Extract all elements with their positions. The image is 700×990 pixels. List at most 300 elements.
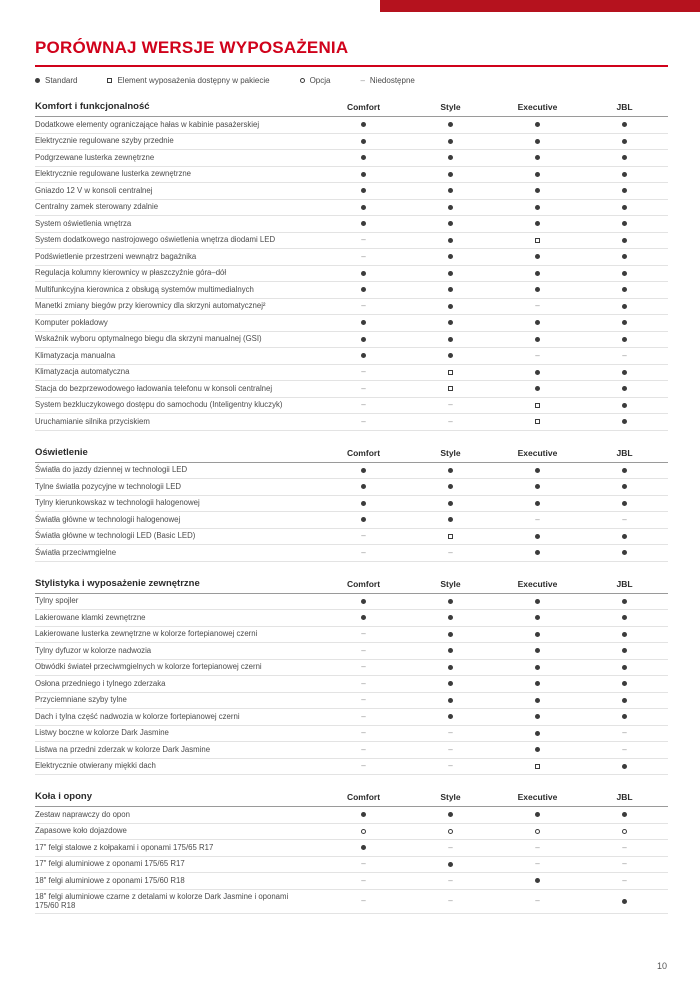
- feature-label: Obwódki świateł przeciwmgielnych w kolorze fortepianowej czerni: [35, 662, 262, 672]
- unavailable-dash-icon: –: [535, 350, 540, 360]
- column-header: Comfort: [346, 102, 381, 112]
- availability-cell: [494, 271, 581, 276]
- standard-dot-icon: [622, 648, 627, 653]
- legend-item-package: [107, 76, 269, 85]
- standard-dot-icon: [535, 287, 540, 292]
- availability-cell: [320, 155, 407, 160]
- availability-cell: [581, 877, 668, 885]
- availability-cell: [320, 746, 407, 754]
- standard-dot-icon: [622, 899, 627, 904]
- standard-dot-icon: [361, 845, 366, 850]
- availability-cell: [581, 844, 668, 852]
- feature-label: Gniazdo 12 V w konsoli centralnej: [35, 185, 153, 195]
- availability-cell: [407, 122, 494, 127]
- feature-label: Klimatyzacja manualna: [35, 350, 116, 360]
- availability-cell: [494, 155, 581, 160]
- table-row: [35, 496, 668, 513]
- availability-cell: [494, 352, 581, 360]
- standard-dot-icon: [448, 172, 453, 177]
- availability-cell: [320, 549, 407, 557]
- availability-cell: [407, 844, 494, 852]
- availability-cell: [581, 188, 668, 193]
- standard-dot-icon: [361, 172, 366, 177]
- availability-cell: [581, 698, 668, 703]
- unavailable-dash-icon: –: [448, 400, 453, 410]
- availability-cell: [581, 386, 668, 391]
- standard-dot-icon: [535, 534, 540, 539]
- unavailable-dash-icon: –: [622, 514, 627, 524]
- standard-dot-icon: [622, 188, 627, 193]
- unavailable-dash-icon: –: [361, 728, 366, 738]
- unavailable-dash-icon: –: [448, 875, 453, 885]
- unavailable-dash-icon: –: [361, 235, 366, 245]
- availability-cell: [494, 386, 581, 391]
- feature-label: Światła do jazdy dziennej w technologii LED: [35, 465, 188, 475]
- feature-label: Zapasowe koło dojazdowe: [35, 826, 127, 836]
- package-square-icon: [535, 764, 540, 769]
- availability-cell: [581, 501, 668, 506]
- standard-dot-icon: [622, 271, 627, 276]
- unavailable-dash-icon: –: [361, 629, 366, 639]
- unavailable-dash-icon: –: [622, 875, 627, 885]
- availability-cell: [494, 501, 581, 506]
- standard-dot-icon: [535, 468, 540, 473]
- legend-item-standard: [35, 76, 77, 85]
- standard-dot-icon: [361, 139, 366, 144]
- availability-cell: [581, 860, 668, 868]
- standard-dot-icon: [535, 155, 540, 160]
- unavailable-dash-icon: –: [361, 367, 366, 377]
- standard-dot-icon: [448, 517, 453, 522]
- feature-label: Elektrycznie regulowane szyby przednie: [35, 136, 174, 146]
- availability-cell: [407, 304, 494, 309]
- standard-dot-icon: [535, 501, 540, 506]
- feature-label: Tylny dyfuzor w kolorze nadwozia: [35, 645, 152, 655]
- standard-dot-icon: [361, 599, 366, 604]
- unavailable-dash-icon: –: [535, 301, 540, 311]
- package-square-icon: [448, 370, 453, 375]
- standard-dot-icon: [535, 188, 540, 193]
- option-circle-icon: [448, 829, 453, 834]
- table-row: [35, 529, 668, 546]
- standard-dot-icon: [535, 812, 540, 817]
- standard-dot-icon: [622, 386, 627, 391]
- feature-label: Dodatkowe elementy ograniczające hałas w kabinie pasażerskiej: [35, 119, 260, 129]
- option-circle-icon: [361, 829, 366, 834]
- unavailable-dash-icon: –: [361, 400, 366, 410]
- availability-cell: [581, 714, 668, 719]
- unavailable-dash-icon: –: [361, 678, 366, 688]
- option-circle-icon: [300, 78, 305, 83]
- section-header-row: [35, 98, 668, 117]
- availability-cell: [581, 370, 668, 375]
- availability-cell: [320, 139, 407, 144]
- table-row: [35, 348, 668, 365]
- availability-cell: [320, 860, 407, 868]
- standard-dot-icon: [622, 615, 627, 620]
- availability-cell: [494, 370, 581, 375]
- availability-cell: [581, 254, 668, 259]
- standard-dot-icon: [622, 337, 627, 342]
- feature-label: Osłona przedniego i tylnego zderzaka: [35, 678, 166, 688]
- standard-dot-icon: [622, 534, 627, 539]
- unavailable-dash-icon: –: [448, 547, 453, 557]
- standard-dot-icon: [535, 254, 540, 259]
- column-header: Style: [440, 578, 461, 589]
- unavailable-dash-icon: –: [360, 75, 365, 85]
- availability-cell: [581, 746, 668, 754]
- unavailable-dash-icon: –: [361, 416, 366, 426]
- availability-cell: [581, 812, 668, 817]
- unavailable-dash-icon: –: [361, 761, 366, 771]
- standard-dot-icon: [448, 122, 453, 127]
- standard-dot-icon: [535, 320, 540, 325]
- availability-cell: [407, 549, 494, 557]
- standard-dot-icon: [622, 221, 627, 226]
- table-row: [35, 150, 668, 167]
- table-row: [35, 299, 668, 316]
- standard-dot-icon: [622, 172, 627, 177]
- feature-label: Centralny zamek sterowany zdalnie: [35, 202, 159, 212]
- option-circle-icon: [622, 829, 627, 834]
- legend-label-standard: Standard: [45, 76, 78, 85]
- availability-cell: [320, 663, 407, 671]
- feature-label: Wskaźnik wyboru optymalnego biegu dla skrzyni manualnej (GSI): [35, 334, 262, 344]
- standard-dot-icon: [622, 139, 627, 144]
- standard-dot-icon: [535, 665, 540, 670]
- package-square-icon: [448, 386, 453, 391]
- unavailable-dash-icon: –: [361, 744, 366, 754]
- availability-cell: [494, 599, 581, 604]
- legend-item-unavailable: [360, 76, 414, 85]
- availability-cell: [494, 238, 581, 243]
- standard-dot-icon: [448, 287, 453, 292]
- availability-cell: [407, 401, 494, 409]
- table-row: [35, 414, 668, 431]
- column-header: JBL: [616, 578, 633, 589]
- availability-cell: [494, 829, 581, 834]
- legend-label-unavailable: Niedostępne: [369, 76, 415, 85]
- standard-dot-icon: [622, 599, 627, 604]
- availability-cell: [320, 320, 407, 325]
- unavailable-dash-icon: –: [361, 645, 366, 655]
- availability-cell: [581, 615, 668, 620]
- availability-cell: [407, 386, 494, 391]
- standard-dot-icon: [535, 122, 540, 127]
- availability-cell: [581, 205, 668, 210]
- availability-cell: [320, 302, 407, 310]
- availability-cell: [494, 615, 581, 620]
- table-row: [35, 759, 668, 776]
- feature-label: Listwa na przedni zderzak w kolorze Dark Jasmine: [35, 744, 211, 754]
- standard-dot-icon: [622, 370, 627, 375]
- availability-cell: [581, 764, 668, 769]
- standard-dot-icon: [448, 599, 453, 604]
- unavailable-dash-icon: –: [535, 514, 540, 524]
- table-row: [35, 233, 668, 250]
- standard-dot-icon: [535, 221, 540, 226]
- table-row: [35, 742, 668, 759]
- unavailable-dash-icon: –: [448, 761, 453, 771]
- availability-cell: [581, 155, 668, 160]
- availability-cell: [581, 304, 668, 309]
- availability-cell: [581, 320, 668, 325]
- table-row: [35, 693, 668, 710]
- availability-cell: [581, 665, 668, 670]
- availability-cell: [407, 829, 494, 834]
- column-header: Executive: [517, 102, 558, 112]
- availability-cell: [494, 188, 581, 193]
- feature-label: Uruchamianie silnika przyciskiem: [35, 416, 150, 426]
- availability-cell: [407, 501, 494, 506]
- availability-cell: [494, 681, 581, 686]
- standard-dot-icon: [622, 632, 627, 637]
- standard-dot-icon: [622, 419, 627, 424]
- standard-dot-icon: [622, 287, 627, 292]
- availability-cell: [581, 403, 668, 408]
- availability-cell: [581, 221, 668, 226]
- standard-dot-icon: [535, 271, 540, 276]
- availability-cell: [320, 188, 407, 193]
- availability-cell: [494, 648, 581, 653]
- legend-label-package: Element wyposażenia dostępny w pakiecie: [117, 76, 270, 85]
- unavailable-dash-icon: –: [361, 711, 366, 721]
- availability-cell: [407, 139, 494, 144]
- availability-cell: [494, 337, 581, 342]
- availability-cell: [320, 647, 407, 655]
- unavailable-dash-icon: –: [622, 744, 627, 754]
- standard-dot-icon: [361, 337, 366, 342]
- unavailable-dash-icon: –: [361, 547, 366, 557]
- unavailable-dash-icon: –: [361, 896, 366, 906]
- availability-cell: [494, 764, 581, 769]
- availability-cell: [407, 762, 494, 770]
- standard-dot-icon: [622, 764, 627, 769]
- availability-cell: [494, 812, 581, 817]
- unavailable-dash-icon: –: [361, 531, 366, 541]
- availability-cell: [407, 337, 494, 342]
- table-row: [35, 282, 668, 299]
- standard-dot-icon: [535, 878, 540, 883]
- standard-dot-icon: [448, 188, 453, 193]
- availability-cell: [494, 320, 581, 325]
- column-header: Executive: [517, 792, 558, 802]
- standard-dot-icon: [448, 139, 453, 144]
- availability-cell: [581, 468, 668, 473]
- section-header-row: [35, 444, 668, 463]
- option-circle-icon: [535, 829, 540, 834]
- standard-dot-icon: [622, 155, 627, 160]
- package-square-icon: [107, 78, 112, 83]
- availability-cell: [320, 253, 407, 261]
- availability-cell: [494, 484, 581, 489]
- availability-cell: [407, 468, 494, 473]
- availability-cell: [320, 221, 407, 226]
- table-row: [35, 873, 668, 890]
- standard-dot-icon: [535, 484, 540, 489]
- standard-dot-icon: [622, 501, 627, 506]
- feature-label: Lakierowane lusterka zewnętrzne w kolorze fortepianowej czerni: [35, 629, 258, 639]
- standard-dot-icon: [535, 648, 540, 653]
- column-header: Executive: [517, 447, 558, 458]
- standard-dot-icon: [622, 484, 627, 489]
- page-number: 10: [656, 961, 667, 971]
- availability-cell: [320, 812, 407, 817]
- standard-dot-icon: [448, 812, 453, 817]
- standard-dot-icon: [448, 238, 453, 243]
- availability-cell: [320, 401, 407, 409]
- availability-cell: [407, 729, 494, 737]
- package-square-icon: [448, 534, 453, 539]
- feature-label: Dach i tylna część nadwozia w kolorze fortepianowej czerni: [35, 711, 240, 721]
- availability-cell: [581, 516, 668, 524]
- availability-cell: [581, 172, 668, 177]
- availability-cell: [320, 484, 407, 489]
- availability-cell: [494, 254, 581, 259]
- availability-cell: [407, 714, 494, 719]
- standard-dot-icon: [448, 320, 453, 325]
- table-row: [35, 512, 668, 529]
- standard-dot-icon: [361, 468, 366, 473]
- unavailable-dash-icon: –: [622, 859, 627, 869]
- standard-dot-icon: [361, 122, 366, 127]
- availability-cell: [407, 370, 494, 375]
- top-red-bar: [380, 0, 700, 12]
- column-header: Style: [440, 447, 461, 458]
- availability-cell: [407, 271, 494, 276]
- availability-cell: [320, 762, 407, 770]
- availability-cell: [407, 632, 494, 637]
- standard-dot-icon: [448, 155, 453, 160]
- availability-cell: [494, 897, 581, 905]
- availability-cell: [494, 221, 581, 226]
- availability-cell: [320, 713, 407, 721]
- feature-label: Lakierowane klamki zewnętrzne: [35, 612, 146, 622]
- availability-cell: [407, 517, 494, 522]
- standard-dot-icon: [535, 714, 540, 719]
- standard-dot-icon: [448, 714, 453, 719]
- standard-dot-icon: [535, 550, 540, 555]
- column-header: Comfort: [346, 792, 381, 802]
- availability-cell: [320, 501, 407, 506]
- equipment-section: [35, 444, 668, 562]
- standard-dot-icon: [448, 271, 453, 276]
- feature-label: Tylne światła pozycyjne w technologii LED: [35, 481, 182, 491]
- feature-label: 18" felgi aluminiowe z oponami 175/60 R18: [35, 875, 185, 885]
- standard-dot-icon: [622, 205, 627, 210]
- standard-dot-icon: [622, 681, 627, 686]
- feature-label: Komputer pokładowy: [35, 317, 108, 327]
- availability-cell: [407, 812, 494, 817]
- unavailable-dash-icon: –: [535, 859, 540, 869]
- feature-label: Stacja do bezprzewodowego ładowania telefonu w konsoli centralnej: [35, 383, 273, 393]
- availability-cell: [320, 122, 407, 127]
- feature-label: Przyciemniane szyby tylne: [35, 695, 127, 705]
- table-row: [35, 381, 668, 398]
- availability-cell: [581, 599, 668, 604]
- availability-cell: [407, 188, 494, 193]
- availability-cell: [581, 122, 668, 127]
- table-row: [35, 216, 668, 233]
- unavailable-dash-icon: –: [361, 301, 366, 311]
- section-header-row: [35, 575, 668, 594]
- availability-cell: [407, 484, 494, 489]
- equipment-section: [35, 575, 668, 776]
- availability-cell: [407, 862, 494, 867]
- standard-dot-icon: [361, 155, 366, 160]
- table-row: [35, 266, 668, 283]
- legend-label-option: Opcja: [309, 76, 331, 85]
- availability-cell: [494, 550, 581, 555]
- availability-cell: [494, 403, 581, 408]
- availability-cell: [581, 484, 668, 489]
- availability-cell: [320, 630, 407, 638]
- feature-label: Elektrycznie regulowane lusterka zewnętrzne: [35, 169, 192, 179]
- availability-cell: [320, 353, 407, 358]
- title-divider: [35, 65, 668, 67]
- table-row: [35, 117, 668, 134]
- standard-dot-icon: [448, 681, 453, 686]
- standard-dot-icon: [535, 615, 540, 620]
- unavailable-dash-icon: –: [622, 728, 627, 738]
- table-row: [35, 643, 668, 660]
- availability-cell: [320, 337, 407, 342]
- availability-cell: [581, 632, 668, 637]
- availability-cell: [581, 352, 668, 360]
- unavailable-dash-icon: –: [361, 695, 366, 705]
- section-title: Komfort i funkcjonalność: [35, 101, 150, 113]
- section-header-row: [35, 788, 668, 807]
- standard-dot-icon: [448, 632, 453, 637]
- unavailable-dash-icon: –: [448, 728, 453, 738]
- comparison-table: [35, 98, 668, 914]
- table-row: [35, 249, 668, 266]
- availability-cell: [407, 320, 494, 325]
- availability-cell: [320, 385, 407, 393]
- feature-label: 18" felgi aluminiowe czarne z detalami w kolorze Dark Jasmine i oponami 175/60 R18: [35, 891, 289, 911]
- standard-dot-icon: [622, 698, 627, 703]
- column-header: JBL: [616, 792, 633, 802]
- standard-dot-icon: [448, 205, 453, 210]
- unavailable-dash-icon: –: [622, 350, 627, 360]
- package-square-icon: [535, 238, 540, 243]
- table-row: [35, 676, 668, 693]
- unavailable-dash-icon: –: [361, 859, 366, 869]
- availability-cell: [407, 681, 494, 686]
- standard-dot-icon: [448, 501, 453, 506]
- standard-dot-icon: [622, 320, 627, 325]
- availability-cell: [320, 517, 407, 522]
- unavailable-dash-icon: –: [361, 383, 366, 393]
- table-row: [35, 660, 668, 677]
- standard-dot-icon: [361, 188, 366, 193]
- table-row: [35, 627, 668, 644]
- availability-cell: [320, 680, 407, 688]
- feature-label: Zestaw naprawczy do opon: [35, 809, 130, 819]
- column-header: Executive: [517, 578, 558, 589]
- feature-label: Manetki zmiany biegów przy kierownicy dla skrzyni automatycznej²: [35, 301, 266, 311]
- availability-cell: [407, 897, 494, 905]
- standard-dot-icon: [448, 337, 453, 342]
- unavailable-dash-icon: –: [448, 896, 453, 906]
- standard-dot-icon: [361, 615, 366, 620]
- availability-cell: [581, 337, 668, 342]
- unavailable-dash-icon: –: [622, 842, 627, 852]
- standard-dot-icon: [535, 205, 540, 210]
- standard-dot-icon: [535, 172, 540, 177]
- standard-dot-icon: [361, 501, 366, 506]
- availability-cell: [407, 877, 494, 885]
